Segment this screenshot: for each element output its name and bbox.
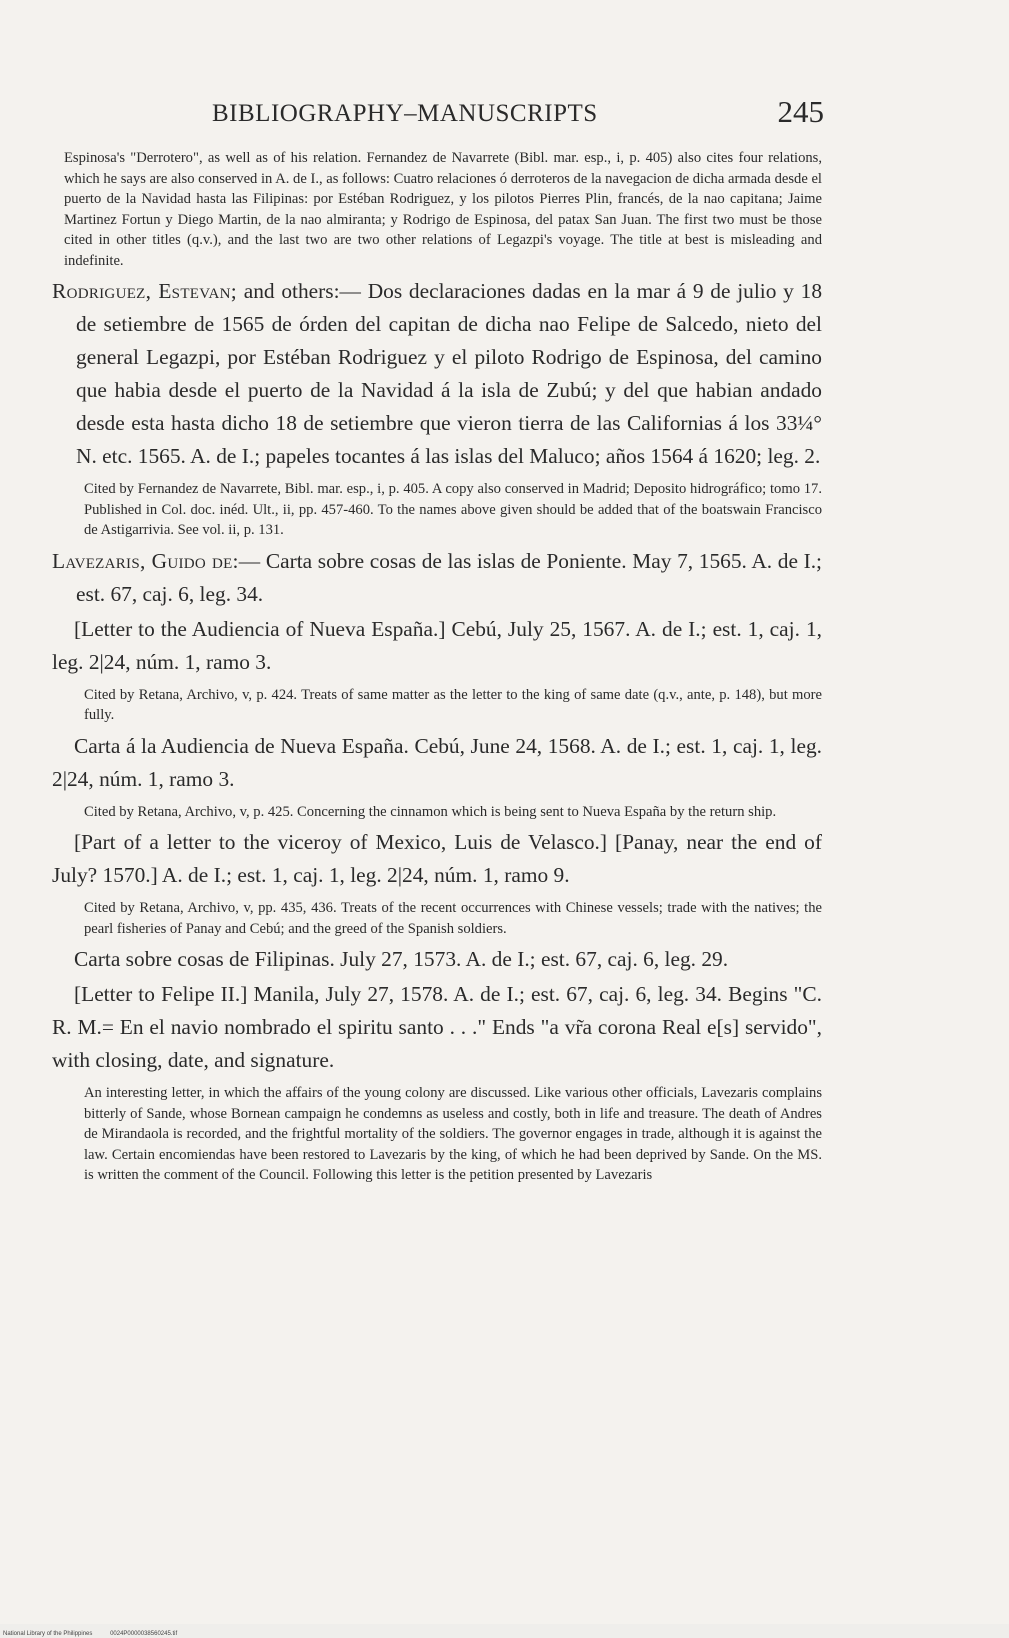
- entry-lavezaris-text: — Carta sobre cosas de las islas de Poniente. May 7, 1565. A. de I.; est. 67, caj. 6, leg. 34.: [76, 548, 822, 606]
- author-lavezaris: Lavezaris, Guido de:: [52, 548, 239, 573]
- document-page: [52, 92, 822, 1190]
- top-note: Espinosa's "Derrotero", as well as of his relation. Fernandez de Navarrete (Bibl. mar. esp., i, p. 405) also cites four relations, which he says are also conserved in A. de I., as follows: Cuatro relaciones ó derroteros de la navegacion de dicha armada desde el puerto de la Navidad hasta las Filipinas: por Estéban Rodriguez, y los pilotos Pierres Plin, francés, de la nao capitana; Jaime Martinez Fortun y Diego Martin, de la nao almiranta; y Rodrigo de Espinosa, del patax San Juan. The first two must be those cited in other titles (q.v.), and the last two are two other relations of Legazpi's voyage. The title at best is misleading and indefinite.: [64, 150, 822, 269]
- note-lavezaris-3: Cited by Retana, Archivo, v, pp. 435, 436. Treats of the recent occurrences with Chinese vessels; trade with the natives; the pearl fisheries of Panay and Cebú; and the greed of the Spanish soldiers.: [84, 900, 822, 937]
- entry-lavezaris-1: [Letter to the Audiencia of Nueva España.] Cebú, July 25, 1567. A. de I.; est. 1, caj. 1, leg. 2|24, núm. 1, ramo 3.: [52, 616, 822, 674]
- running-title: BIBLIOGRAPHY–MANUSCRIPTS: [212, 100, 598, 127]
- scan-footer: [0, 1624, 1009, 1638]
- page-header: [52, 92, 822, 138]
- footer-identifier: 0024P0000038560245.tif: [110, 1631, 178, 1637]
- entry-lavezaris-2: Carta á la Audiencia de Nueva España. Cebú, June 24, 1568. A. de I.; est. 1, caj. 1, leg. 2|24, núm. 1, ramo 3.: [52, 733, 822, 791]
- entry-lavezaris-4: Carta sobre cosas de Filipinas. July 27, 1573. A. de I.; est. 67, caj. 6, leg. 29.: [74, 947, 729, 971]
- entry-lavezaris: [52, 545, 822, 611]
- note-rodriguez: Cited by Fernandez de Navarrete, Bibl. mar. esp., i, p. 405. A copy also conserved in Madrid; Deposito hidrográfico; tomo 17. Published in Col. doc. inéd. Ult., ii, pp. 457-460. To the names above given should be added that of the boatswain Francisco de Astigarrivia. See vol. ii, p. 131.: [84, 481, 822, 538]
- note-lavezaris-1: Cited by Retana, Archivo, v, p. 424. Treats of same matter as the letter to the king of same date (q.v., ante, p. 148), but more fully.: [84, 686, 822, 723]
- author-rodriguez: Rodriguez, Estevan;: [52, 279, 237, 303]
- entry-rodriguez-text: and others:— Dos declaraciones dadas en la mar á 9 de julio y 18 de setiembre de 1565 de órden del capitan de dicha nao Felipe de Salcedo, nieto del general Legazpi, por Estéban Rodriguez y el piloto Rodrigo de Espinosa, del camino que habia desde el puerto de la Navidad á la isla de Zubú; y del que habian andado desde esta hasta dicho 18 de setiembre que vieron tierra de las Californias á los 33¼° N. etc. 1565. A. de I.; papeles tocantes á las islas del Maluco; años 1564 á 1620; leg. 2.: [76, 279, 823, 468]
- note-lavezaris-5: An interesting letter, in which the affairs of the young colony are discussed. Like various other officials, Lavezaris complains bitterly of Sande, whose Bornean campaign he condemns as useless and costly, both in life and treasure. The death of Andres de Mirandaola is recorded, and the frightful mortality of the soldiers. The governor engages in trade, although it is against the law. Certain encomiendas have been restored to Lavezaris by the king, of which he had been deprived by Sande. On the MS. is written the comment of the Council. Following this letter is the petition presented by Lavezaris: [84, 1085, 822, 1183]
- entry-lavezaris-3: [Part of a letter to the viceroy of Mexico, Luis de Velasco.] [Panay, near the end of July? 1570.] A. de I.; est. 1, caj. 1, leg. 2|24, núm. 1, ramo 9.: [52, 830, 822, 887]
- entry-lavezaris-5: [Letter to Felipe II.] Manila, July 27, 1578. A. de I.; est. 67, caj. 6, leg. 34. Begins "C. R. M.= En el navio nombrado el spiritu santo . . ." Ends "a vr̃a corona Real e[s] servido", with closing, date, and signature.: [52, 982, 822, 1072]
- note-lavezaris-2: Cited by Retana, Archivo, v, p. 425. Concerning the cinnamon which is being sent to Nueva España by the return ship.: [84, 803, 777, 820]
- page-number: 245: [777, 94, 824, 129]
- entry-rodriguez: [52, 275, 822, 473]
- scan-footer-text: [3, 1631, 177, 1637]
- footer-library: National Library of the Philippines: [3, 1631, 93, 1637]
